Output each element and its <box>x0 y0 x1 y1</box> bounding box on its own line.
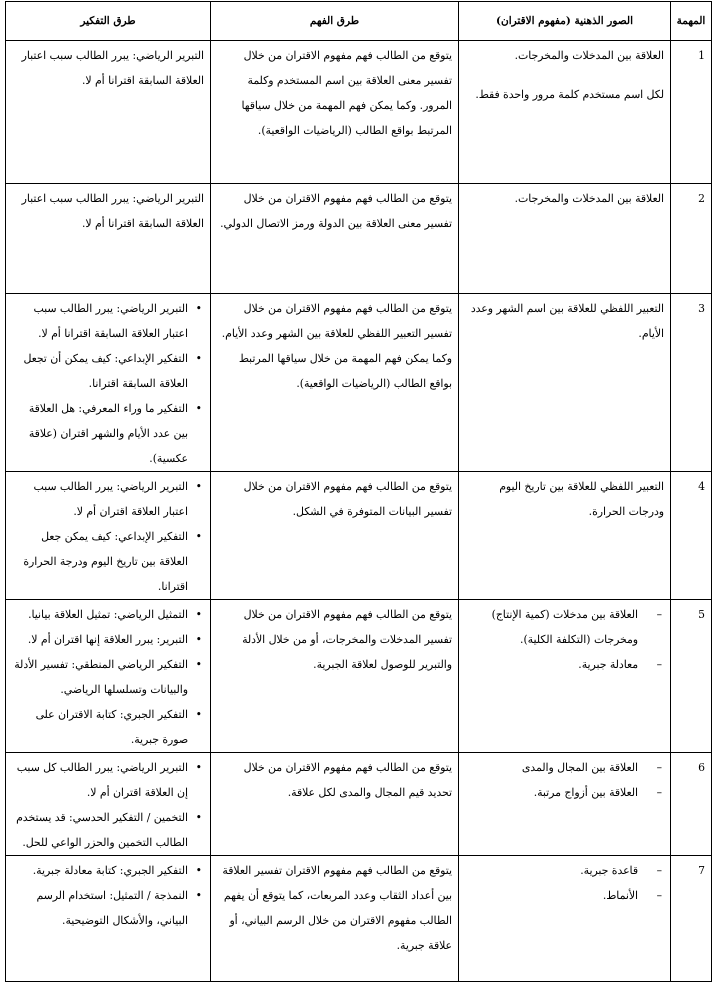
table-row <box>6 600 712 753</box>
list-item: • التبرير الرياضي: يبرر الطالب سبب اعتبار العلاقة اقتران أم لا. <box>12 474 188 524</box>
understanding-cell: يتوقع من الطالب فهم مفهوم الاقتران من خلال تفسير التعبير اللفظي للعلاقة بين الشهر وعدد الأيام. وكما يمكن فهم المهمة من خلال سياقها المرتبط بواقع الطالب (الرياضيات الواقعية). <box>211 294 459 472</box>
images-cell: التعبير اللفظي للعلاقة بين اسم الشهر وعدد الأيام. <box>459 294 671 472</box>
list-item: • التفكير الإبداعي: كيف يمكن أن تجعل العلاقة السابقة اقترانا. <box>12 346 188 396</box>
images-text: العلاقة بين المدخلات والمخرجات. <box>514 49 664 62</box>
task-number: 7 <box>671 856 712 982</box>
table-row <box>6 294 712 472</box>
table-row <box>6 184 712 294</box>
thinking-cell: التبرير الرياضي: يبرر الطالب سبب اعتبار العلاقة السابقة اقترانا أم لا. <box>6 184 211 294</box>
images-cell <box>459 753 671 856</box>
understanding-cell: يتوقع من الطالب فهم مفهوم الاقتران من خلال تحديد قيم المجال والمدى لكل علاقة. <box>211 753 459 856</box>
list-item: • التخمين / التفكير الحدسي: قد يستخدم الطالب التخمين والحزر الواعي للحل. <box>12 805 188 855</box>
table-row <box>6 856 712 982</box>
list-item: • التفكير الجبري: كتابة الاقتران على صورة جبرية. <box>12 702 188 752</box>
understanding-cell: يتوقع من الطالب فهم مفهوم الاقتران من خلال تفسير معنى العلاقة بين اسم المستخدم وكلمة المرور. وكما يمكن فهم المهمة من خلال سياقها المرتبط بواقع الطالب (الرياضيات الواقعية). <box>211 41 459 184</box>
understanding-cell: يتوقع من الطالب فهم مفهوم الاقتران من خلال تفسير معنى العلاقة بين الدولة ورمز الاتصال الدولي. <box>211 184 459 294</box>
task-number: 4 <box>671 472 712 600</box>
list-item: • التمثيل الرياضي: تمثيل العلاقة بيانيا. <box>12 602 188 627</box>
thinking-list <box>12 858 204 933</box>
header-understanding: طرق الفهم <box>211 2 459 41</box>
list-item: – قاعدة جبرية. <box>465 858 638 883</box>
images-cell: العلاقة بين المدخلات والمخرجات. <box>459 184 671 294</box>
list-item: • التفكير الجبري: كتابة معادلة جبرية. <box>12 858 188 883</box>
header-thinking: طرق التفكير <box>6 2 211 41</box>
list-item: • التفكير الإبداعي: كيف يمكن جعل العلاقة بين تاريخ اليوم ودرجة الحرارة اقترانا. <box>12 524 188 599</box>
tasks-table <box>5 1 712 982</box>
images-list <box>465 858 664 908</box>
table-row <box>6 41 712 184</box>
thinking-list <box>12 296 204 471</box>
thinking-cell <box>6 753 211 856</box>
list-item: – معادلة جبرية. <box>465 652 638 677</box>
images-cell <box>459 41 671 184</box>
task-number: 6 <box>671 753 712 856</box>
thinking-cell <box>6 472 211 600</box>
list-item: – العلاقة بين مدخلات (كمية الإنتاج) ومخرجات (التكلفة الكلية). <box>465 602 638 652</box>
images-extra: لكل اسم مستخدم كلمة مرور واحدة فقط. <box>475 88 664 101</box>
list-item: • التفكير الرياضي المنطقي: تفسير الأدلة والبيانات وتسلسلها الرياضي. <box>12 652 188 702</box>
list-item: • التبرير الرياضي: يبرر الطالب سبب اعتبار العلاقة السابقة اقترانا أم لا. <box>12 296 188 346</box>
thinking-list <box>12 602 204 752</box>
understanding-cell: يتوقع من الطالب فهم مفهوم الاقتران من خلال تفسير البيانات المتوفرة في الشكل. <box>211 472 459 600</box>
table-row <box>6 753 712 856</box>
images-cell: التعبير اللفظي للعلاقة بين تاريخ اليوم ودرجات الحرارة. <box>459 472 671 600</box>
list-item: • التفكير ما وراء المعرفي: هل العلاقة بين عدد الأيام والشهر اقتران (علاقة عكسية). <box>12 396 188 471</box>
images-cell <box>459 856 671 982</box>
task-number: 2 <box>671 184 712 294</box>
thinking-cell <box>6 600 211 753</box>
list-item: • النمذجة / التمثيل: استخدام الرسم البياني، والأشكال التوضيحية. <box>12 883 188 933</box>
list-item: – العلاقة بين أزواج مرتبة. <box>465 780 638 805</box>
thinking-cell <box>6 856 211 982</box>
header-row <box>6 2 712 41</box>
thinking-cell <box>6 294 211 472</box>
thinking-list <box>12 755 204 855</box>
understanding-cell: يتوقع من الطالب فهم مفهوم الاقتران تفسير العلاقة بين أعداد الثقاب وعدد المربعات، كما يتوقع أن يفهم الطالب مفهوم الاقتران من خلال الرسم البياني، أو علاقة جبرية. <box>211 856 459 982</box>
list-item: • التبرير: يبرر العلاقة إنها اقتران أم لا. <box>12 627 188 652</box>
images-list <box>465 602 664 677</box>
thinking-list <box>12 474 204 599</box>
header-images: الصور الذهنية (مفهوم الاقتران) <box>459 2 671 41</box>
table-row <box>6 472 712 600</box>
images-list <box>465 755 664 805</box>
list-item: – الأنماط. <box>465 883 638 908</box>
understanding-cell: يتوقع من الطالب فهم مفهوم الاقتران من خلال تفسير المدخلات والمخرجات، أو من خلال الأدلة والتبرير للوصول لعلاقة الجبرية. <box>211 600 459 753</box>
header-task: المهمة <box>671 2 712 41</box>
thinking-cell: التبرير الرياضي: يبرر الطالب سبب اعتبار العلاقة السابقة اقترانا أم لا. <box>6 41 211 184</box>
images-cell <box>459 600 671 753</box>
list-item: • التبرير الرياضي: يبرر الطالب كل سبب إن العلاقة اقتران أم لا. <box>12 755 188 805</box>
list-item: – العلاقة بين المجال والمدى <box>465 755 638 780</box>
task-number: 3 <box>671 294 712 472</box>
task-number: 1 <box>671 41 712 184</box>
task-number: 5 <box>671 600 712 753</box>
